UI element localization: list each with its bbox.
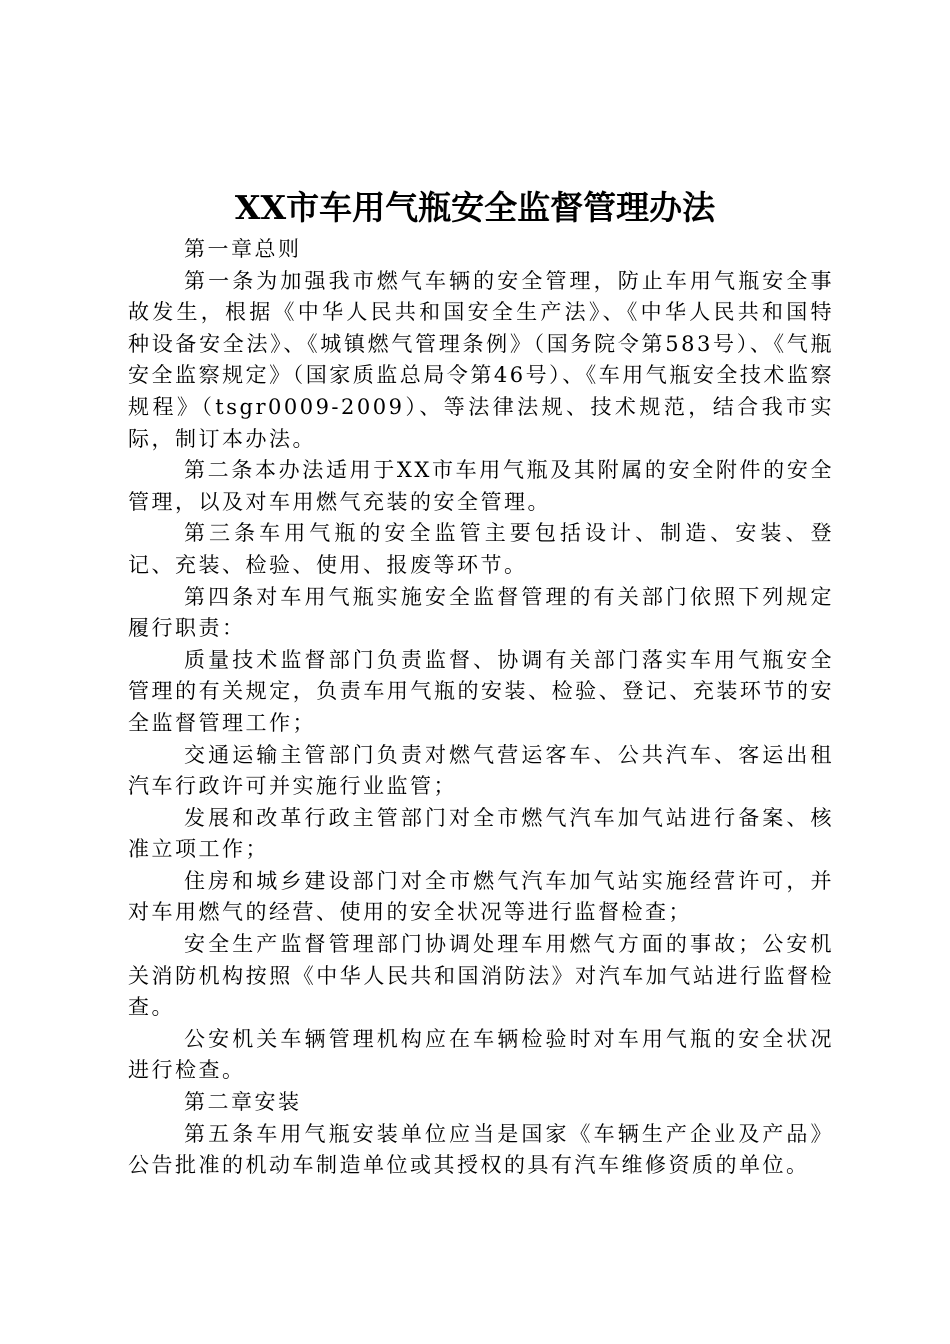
- document-body: [128, 234, 834, 1182]
- chapter-heading: 第二章安装: [184, 1090, 302, 1115]
- article-paragraph: 第三条车用气瓶的安全监管主要包括设计、制造、安装、登记、充装、检验、使用、报废等环节。: [128, 521, 834, 577]
- article-paragraph: 第五条车用气瓶安装单位应当是国家《车辆生产企业及产品》公告批准的机动车制造单位或其授权的具有汽车维修资质的单位。: [128, 1121, 834, 1178]
- chapter-heading: 第一章总则: [184, 237, 302, 261]
- article-paragraph: 第一条为加强我市燃气车辆的安全管理，防止车用气瓶安全事故发生，根据《中华人民共和国安全生产法》、《中华人民共和国特种设备安全法》、《城镇燃气管理条例》（国务院令第583号）、《气瓶安全监察规定》（国家质监总局令第46号）、《车用气瓶安全技术监察规程》（tsgr0009-2009）、等法律法规、技术规范，结合我市实际，制订本办法。: [128, 268, 834, 451]
- body-paragraph: 住房和城乡建设部门对全市燃气汽车加气站实施经营许可，并对车用燃气的经营、使用的安全状况等进行监督检查；: [128, 868, 834, 925]
- body-paragraph: 质量技术监督部门负责监督、协调有关部门落实车用气瓶安全管理的有关规定，负责车用气瓶的安装、检验、登记、充装环节的安全监督管理工作；: [128, 647, 834, 735]
- body-paragraph: 公安机关车辆管理机构应在车辆检验时对车用气瓶的安全状况进行检查。: [128, 1026, 834, 1083]
- document-title: XX市车用气瓶安全监督管理办法: [234, 188, 716, 227]
- body-paragraph: 安全生产监督管理部门协调处理车用燃气方面的事故；公安机关消防机构按照《中华人民共和国消防法》对汽车加气站进行监督检查。: [128, 932, 834, 1020]
- body-paragraph: 发展和改革行政主管部门对全市燃气汽车加气站进行备案、核准立项工作；: [128, 805, 834, 862]
- article-paragraph: 第二条本办法适用于XX市车用气瓶及其附属的安全附件的安全管理，以及对车用燃气充装的安全管理。: [128, 458, 834, 514]
- body-paragraph: 交通运输主管部门负责对燃气营运客车、公共汽车、客运出租汽车行政许可并实施行业监管；: [128, 742, 834, 799]
- article-paragraph: 第四条对车用气瓶实施安全监督管理的有关部门依照下列规定履行职责：: [128, 584, 834, 641]
